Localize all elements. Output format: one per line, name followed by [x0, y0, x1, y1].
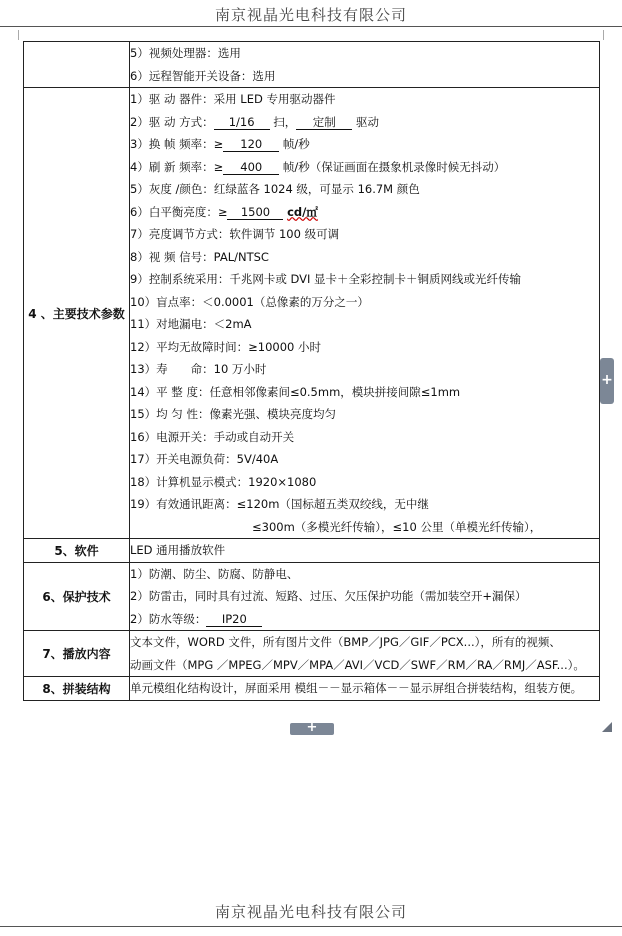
- line-text: 6）白平衡亮度：≥: [130, 204, 228, 219]
- spec-line: 19）有效通讯距离：≤120m（国标超五类双绞线，无中继: [130, 497, 429, 511]
- row-content: [130, 677, 600, 701]
- spec-line: ≤300m（多模光纤传输），≤10 公里（单模光纤传输），: [252, 519, 542, 534]
- underlined-value: 1/16: [214, 115, 270, 130]
- spec-table: [23, 41, 600, 701]
- spec-line: 10）盲点率：＜0.0001（总像素的万分之一）: [130, 294, 369, 309]
- row-content: [130, 539, 600, 563]
- row-category: 7、播放内容: [24, 631, 130, 677]
- row-content: [130, 631, 600, 677]
- table-row: [24, 539, 600, 563]
- unit-label: cd/㎡: [287, 204, 318, 219]
- row-category: 8、拼装结构: [24, 677, 130, 701]
- table-row: [24, 562, 600, 631]
- spec-line: [130, 133, 599, 156]
- spec-line: 17）开关电源负荷：5V/40A: [130, 452, 279, 466]
- spec-line: 7）亮度调节方式：软件调节 100 级可调: [130, 227, 340, 241]
- spec-line: LED 通用播放软件: [130, 543, 226, 557]
- spec-line: 14）平 整 度：任意相邻像素间≤0.5mm，模块拼接间隙≤1mm: [130, 384, 461, 399]
- spec-line: 9）控制系统采用：千兆网卡或 DVI 显卡＋全彩控制卡＋铜质网线或光纤传输: [130, 272, 522, 286]
- underlined-value: 120: [223, 137, 279, 152]
- spec-line: 1）驱 动 器件：采用 LED 专用驱动器件: [130, 92, 336, 106]
- underlined-value: 400: [223, 160, 279, 175]
- side-expand-tab[interactable]: [600, 358, 614, 404]
- footer-rule: [0, 926, 622, 927]
- margin-corner-left: [0, 30, 19, 40]
- spec-line: 8）视 频 信号：PAL/NTSC: [130, 249, 269, 264]
- row-category: 5、软件: [24, 539, 130, 563]
- table-row: [24, 42, 600, 88]
- spec-line: [130, 156, 599, 179]
- table-row: [24, 88, 600, 539]
- line-text: 2）驱 动 方式：: [130, 114, 214, 129]
- line-text: 扫，: [269, 114, 297, 129]
- page-footer: 南京视晶光电科技有限公司: [214, 903, 407, 921]
- spec-line: 13）寿 命：10 万小时: [130, 362, 267, 376]
- table-row: [24, 631, 600, 677]
- header-rule: [0, 26, 622, 27]
- spec-line: 15）均 匀 性：像素光强、模块亮度均匀: [130, 407, 336, 421]
- line-text: 4）刷 新 频率：≥: [130, 159, 224, 174]
- spec-line: 11）对地漏电：＜2mA: [130, 317, 252, 331]
- underlined-value: IP20: [206, 612, 262, 627]
- underlined-value: 1500: [227, 205, 283, 220]
- spec-line: 6）远程智能开关设备：选用: [130, 68, 276, 83]
- line-text: 帧/秒（保证画面在摄象机录像时候无抖动）: [279, 159, 506, 174]
- row-category: 6、保护技术: [24, 562, 130, 631]
- resize-handle-icon[interactable]: [602, 722, 612, 732]
- spec-line: [130, 201, 599, 224]
- spec-line: 2）防雷击，同时具有过流、短路、过压、欠压保护功能（需加装空开+漏保）: [130, 589, 527, 603]
- row-category: 4 、主要技术参数: [24, 88, 130, 539]
- line-text: 3）换 帧 频率：≥: [130, 137, 224, 151]
- row-category: [24, 42, 130, 88]
- line-text: 驱动: [352, 114, 379, 129]
- spec-line: 5）灰度 /颜色：红绿蓝各 1024 级，可显示 16.7M 颜色: [130, 182, 420, 196]
- spec-line: 18）计算机显示模式：1920×1080: [130, 474, 317, 489]
- line-text: 2）防水等级：: [130, 611, 207, 626]
- spec-line: 动画文件（MPG ／MPEG／MPV／MPA／AVI／VCD／SWF／RM／RA／RMJ／ASF...）。: [130, 657, 585, 672]
- row-content: [130, 42, 600, 88]
- bottom-expand-tab[interactable]: [290, 720, 334, 735]
- spec-line: 5）视频处理器：选用: [130, 46, 241, 60]
- page-header: 南京视晶光电科技有限公司: [214, 6, 407, 24]
- plus-icon: +: [306, 720, 318, 735]
- spec-line: 单元模组化结构设计，屏面采用 模组－－显示箱体－－显示屏组合拼装结构，组装方便。: [130, 681, 583, 695]
- underlined-value: 定制: [296, 115, 352, 130]
- row-content: [130, 88, 600, 539]
- spec-line: [130, 608, 599, 631]
- spec-line: 文本文件，WORD 文件，所有图片文件（BMP／JPG／GIF／PCX...），所有的视频、: [130, 635, 561, 649]
- spec-line: [130, 111, 599, 134]
- row-content: [130, 562, 600, 631]
- spec-line: 1）防潮、防尘、防腐、防静电、: [130, 566, 299, 581]
- line-text: 帧/秒: [279, 137, 310, 151]
- spec-line: 12）平均无故障时间：≥10000 小时: [130, 339, 322, 354]
- margin-corner-right: [603, 30, 622, 40]
- plus-icon: +: [601, 372, 613, 388]
- spec-line: 16）电源开关：手动或自动开关: [130, 429, 295, 444]
- table-row: [24, 677, 600, 701]
